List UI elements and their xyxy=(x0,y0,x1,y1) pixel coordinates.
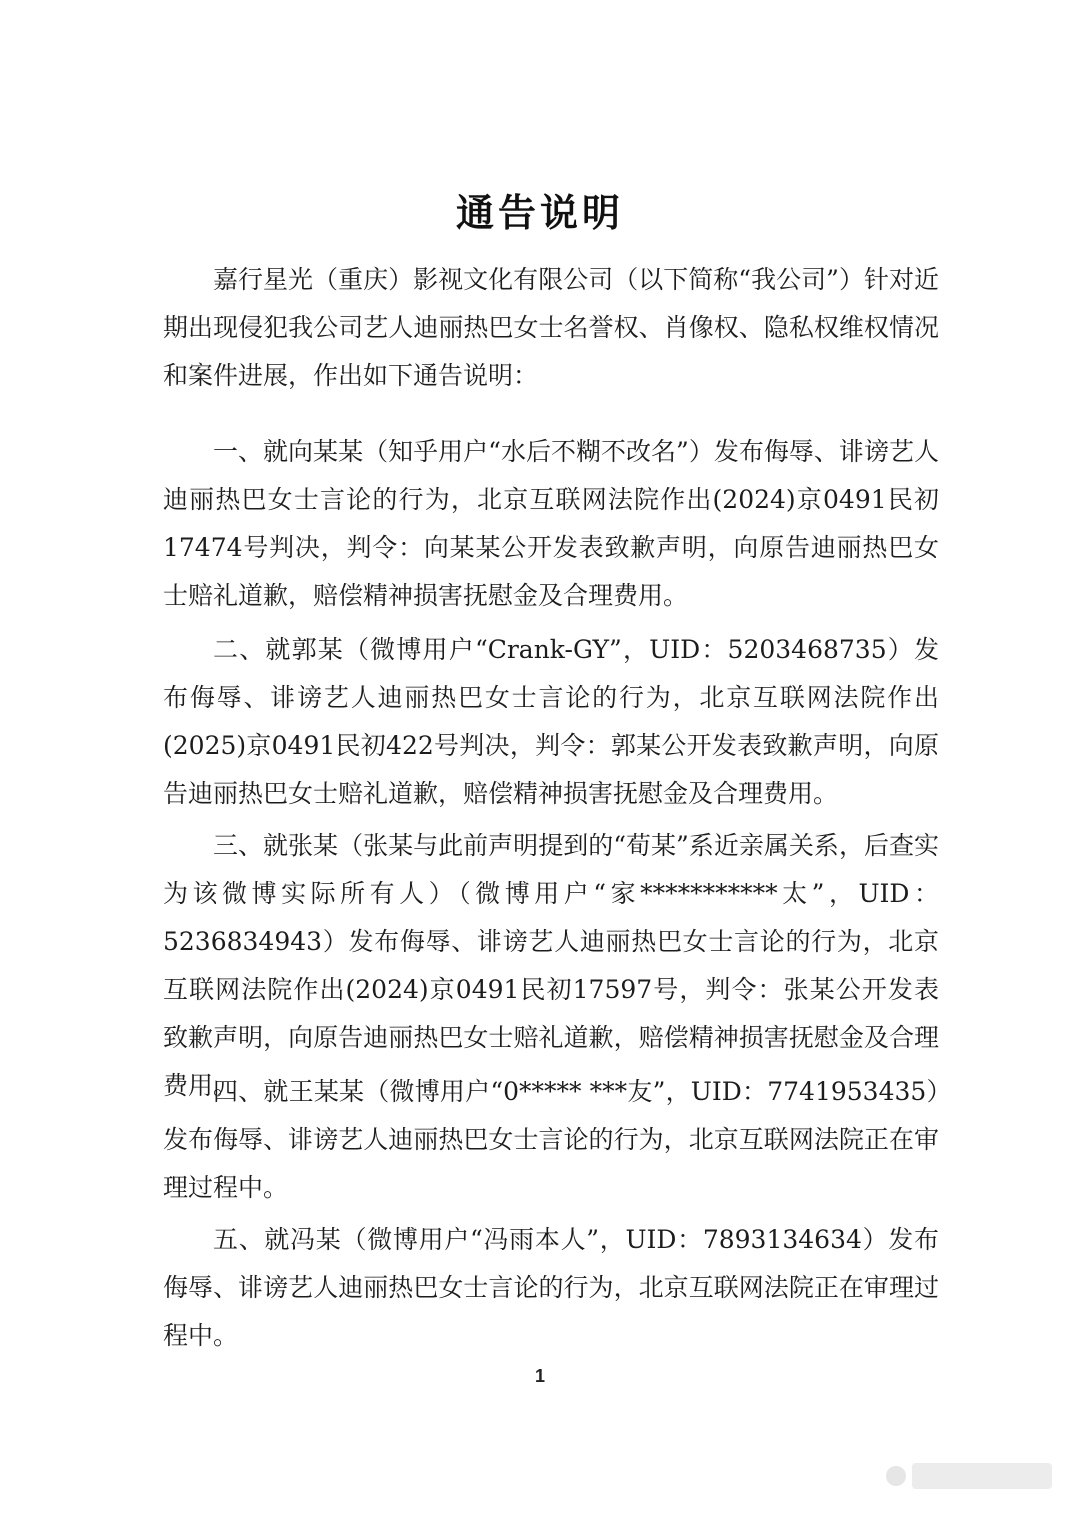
clause-1-paragraph: 一、就向某某（知乎用户“水后不糊不改名”）发布侮辱、诽谤艺人迪丽热巴女士言论的行为，北京互联网法院作出(2024)京0491民初17474号判决，判令：向某某公开发表致歉声明，向原告迪丽热巴女士赔礼道歉，赔偿精神损害抚慰金及合理费用。 xyxy=(163,437,939,610)
page-number: 1 xyxy=(534,1366,545,1386)
watermark-logo-icon xyxy=(886,1466,906,1486)
clause-3-paragraph: 三、就张某（张某与此前声明提到的“荀某”系近亲属关系，后查实为该微博实际所有人）（微博用户“家***********太”，UID：5236834943）发布侮辱、诽谤艺人迪丽热巴女士言论的行为，北京互联网法院作出(2024)京0491民初17597号，判令：张某公开发表致歉声明，向原告迪丽热巴女士赔礼道歉，赔偿精神损害抚慰金及合理费用。 xyxy=(163,831,939,1100)
document-title: 通告说明 xyxy=(455,191,624,236)
clause-4-paragraph: 四、就王某某（微博用户“0***** ***友”，UID：7741953435）发布侮辱、诽谤艺人迪丽热巴女士言论的行为，北京互联网法院正在审理过程中。 xyxy=(163,1077,939,1202)
clause-2-paragraph: 二、就郭某（微博用户“Crank-GY”，UID：5203468735）发布侮辱、诽谤艺人迪丽热巴女士言论的行为，北京互联网法院作出(2025)京0491民初422号判决，判令：郭某公开发表致歉声明，向原告迪丽热巴女士赔礼道歉，赔偿精神损害抚慰金及合理费用。 xyxy=(163,635,939,808)
watermark xyxy=(886,1456,1052,1496)
watermark-text-mark xyxy=(912,1463,1052,1489)
intro-paragraph: 嘉行星光（重庆）影视文化有限公司（以下简称“我公司”）针对近期出现侵犯我公司艺人迪丽热巴女士名誉权、肖像权、隐私权维权情况和案件进展，作出如下通告说明： xyxy=(163,265,939,390)
clause-5-paragraph: 五、就冯某（微博用户“冯雨本人”，UID：7893134634）发布侮辱、诽谤艺人迪丽热巴女士言论的行为，北京互联网法院正在审理过程中。 xyxy=(163,1225,939,1350)
